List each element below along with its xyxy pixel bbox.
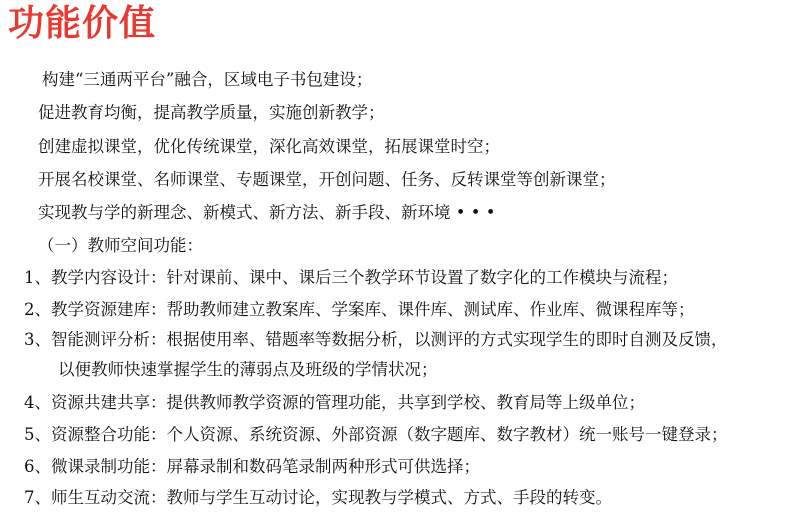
section-heading-teacher-space: （一）教师空间功能： bbox=[38, 236, 203, 255]
intro-line-balance: 促进教育均衡，提高教学质量，实施创新教学； bbox=[38, 103, 385, 122]
list-item-assessment-analysis: 3、智能测评分析：根据使用率、错题率等数据分析，以测评的方式实现学生的即时自测及反馈， bbox=[24, 330, 728, 349]
intro-line-innovation: 开展名校课堂、名师课堂、专题课堂，开创问题、任务、反转课堂等创新课堂； bbox=[38, 170, 616, 189]
list-item-teacher-student-interaction: 7、师生互动交流：教师与学生互动讨论，实现教与学模式、方式、手段的转变。 bbox=[24, 488, 612, 507]
list-item-resource-sharing: 4、资源共建共享：提供教师教学资源的管理功能，共享到学校、教育局等上级单位； bbox=[24, 393, 645, 412]
list-item-resource-library: 2、教学资源建库：帮助教师建立教案库、学案库、课件库、测试库、作业库、微课程库等； bbox=[24, 300, 695, 319]
intro-line-concepts: 实现教与学的新理念、新模式、新方法、新手段、新环境 • • • bbox=[38, 203, 496, 222]
list-item-micro-lesson-recording: 6、微课录制功能：屏幕录制和数码笔录制两种形式可供选择； bbox=[24, 457, 480, 476]
intro-line-platform: 构建“三通两平台”融合，区域电子书包建设； bbox=[42, 70, 373, 89]
list-item-content-design: 1、教学内容设计：针对课前、课中、课后三个教学环节设置了数字化的工作模块与流程； bbox=[24, 268, 678, 287]
page-title: 功能价值 bbox=[8, 3, 157, 44]
list-item-assessment-analysis-continued: 以便教师快速掌握学生的薄弱点及班级的学情状况； bbox=[58, 360, 438, 379]
intro-line-classroom: 创建虚拟课堂，优化传统课堂，深化高效课堂，拓展课堂时空； bbox=[38, 137, 500, 156]
list-item-resource-integration: 5、资源整合功能：个人资源、系统资源、外部资源（数字题库、数字教材）统一账号一键登录； bbox=[24, 425, 728, 444]
